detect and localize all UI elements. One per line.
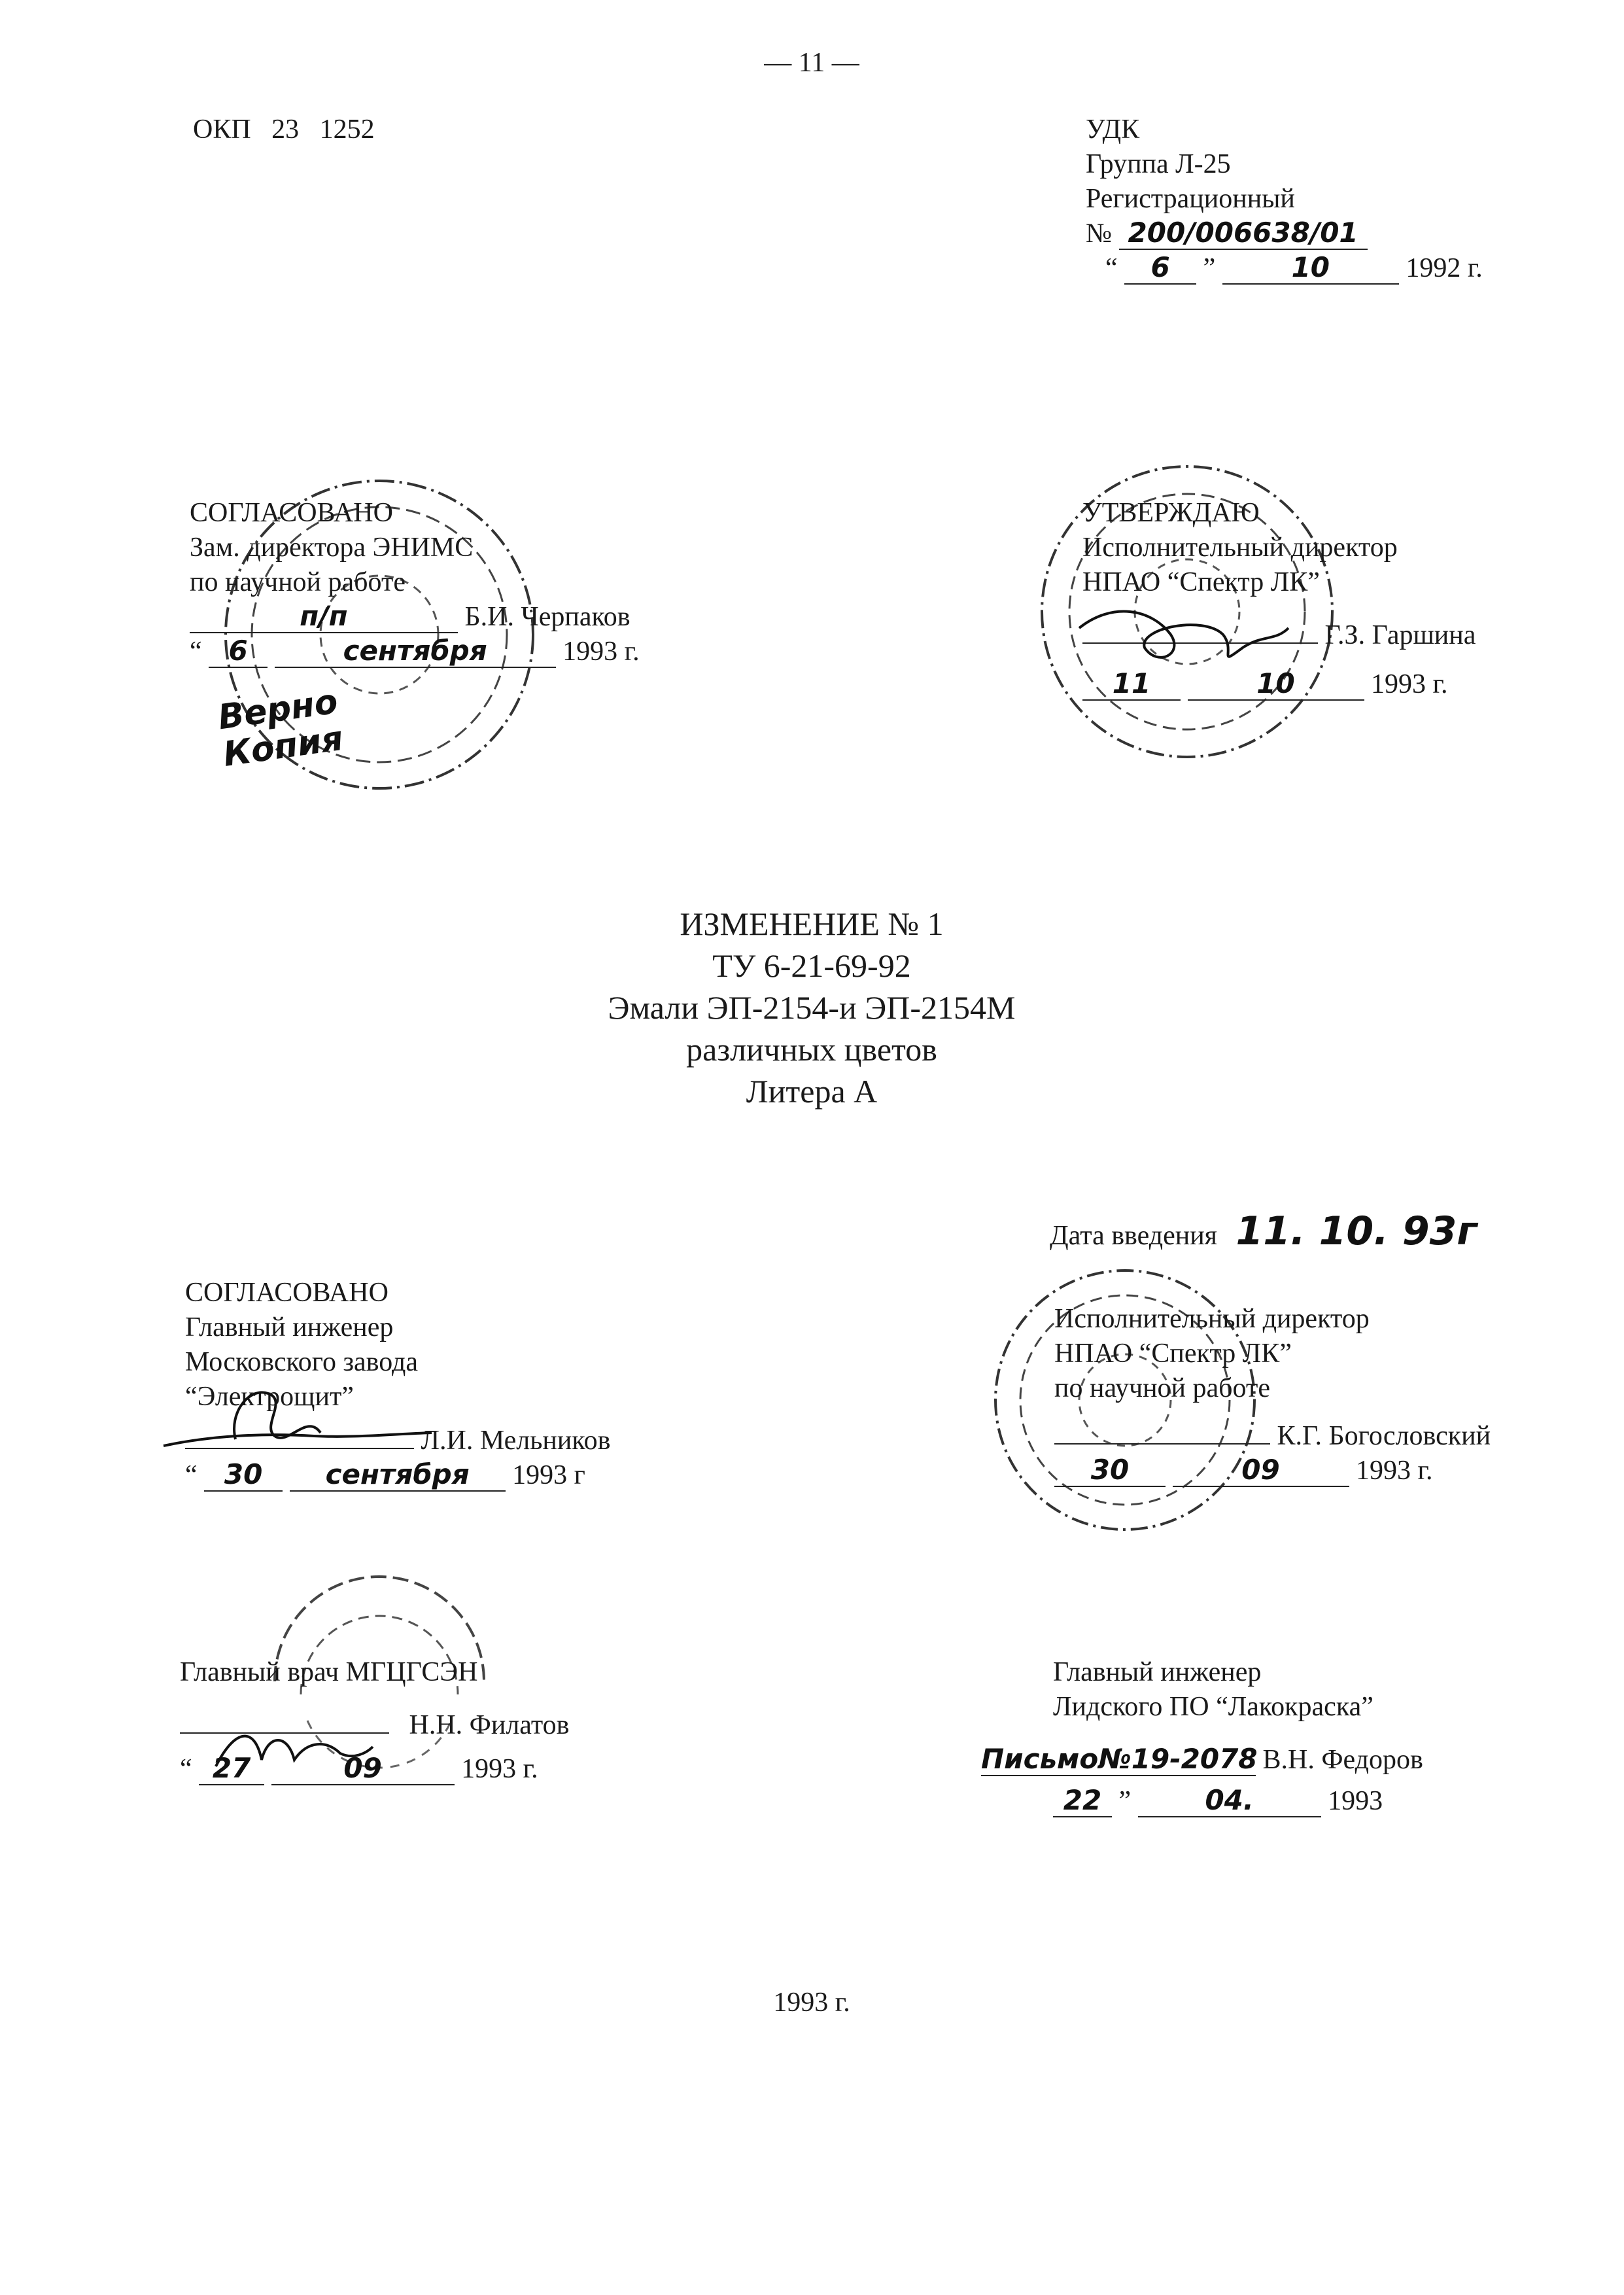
approval-role: Московского завода [185, 1346, 419, 1377]
date-month-line [1188, 669, 1364, 701]
footer-year-text: 1993 г. [773, 1988, 850, 2018]
registration-block [1086, 113, 1483, 286]
date-month: 09 [343, 1751, 382, 1784]
approval-date-row [190, 635, 640, 669]
date-month: сентября [343, 634, 487, 667]
registration-date-close-quote: ” [1203, 253, 1216, 283]
approval-role: Главный врач МГЦГСЭН [180, 1657, 478, 1687]
date-day-line [209, 636, 268, 668]
approval-heading: УТВЕРЖДАЮ [1082, 498, 1260, 528]
okp-code [193, 113, 375, 147]
registration-year: 1992 г. [1406, 253, 1483, 283]
effective-date-label: Дата введения [1050, 1221, 1217, 1251]
signature-line [1082, 642, 1318, 644]
date-month: 10 [1256, 667, 1295, 699]
approval-block-electroshchit [185, 1276, 610, 1492]
copy-note-text: Верно Копия [215, 682, 346, 775]
date-month-line [271, 1753, 455, 1785]
date-day: 27 [212, 1751, 251, 1784]
date-month-line [1138, 1785, 1321, 1817]
date-day-line [204, 1460, 283, 1492]
date-day-line [199, 1753, 264, 1785]
date-open-quote: “ [180, 1753, 192, 1784]
title-line: Эмали ЭП-2154-и ЭП-2154М [608, 989, 1016, 1026]
date-day: 30 [224, 1458, 263, 1490]
approval-block-chief-doctor [180, 1655, 569, 1787]
approval-block-science-director [1054, 1302, 1491, 1488]
approval-heading: СОГЛАСОВАНО [185, 1278, 389, 1308]
page-number-text: — 11 — [764, 48, 859, 78]
title-line: ИЗМЕНЕНИЕ № 1 [680, 905, 944, 942]
signature-line [981, 1744, 1256, 1776]
signature-mark: п/п [300, 599, 348, 632]
group-label: Группа Л-25 [1086, 149, 1231, 179]
signature-mark: Письмо№19-2078 [981, 1742, 1258, 1775]
date-open-quote: “ [190, 636, 202, 667]
registration-number-prefix: № [1086, 218, 1113, 249]
approval-role: Исполнительный директор [1054, 1304, 1370, 1334]
approval-date-row [185, 1458, 610, 1493]
approval-role: НПАО “Спектр ЛК” [1082, 567, 1320, 597]
registration-day-line [1124, 253, 1196, 285]
date-month: 04. [1205, 1783, 1254, 1816]
copy-note [216, 676, 394, 774]
approval-signature-row [190, 600, 640, 635]
date-year: 1993 г [512, 1460, 585, 1490]
date-month-line [290, 1460, 506, 1492]
registration-date-open-quote: “ [1105, 253, 1118, 283]
registration-day: 6 [1150, 251, 1170, 283]
udk-label: УДК [1086, 114, 1140, 145]
approval-signature-row [981, 1743, 1423, 1778]
date-year: 1993 г. [1356, 1455, 1433, 1486]
effective-date-value: 11. 10. 93г [1235, 1208, 1477, 1254]
approval-block-enims [190, 496, 640, 669]
signature-line [180, 1732, 389, 1734]
date-day-line [1054, 1455, 1166, 1487]
signatory-name: Л.И. Мельников [421, 1425, 611, 1456]
approval-role: Исполнительный директор [1082, 532, 1398, 563]
approval-role: по научной работе [1054, 1373, 1270, 1403]
date-year: 1993 г. [1371, 669, 1448, 699]
signatory-name: К.Г. Богословский [1277, 1420, 1491, 1451]
approval-signature-row [1082, 618, 1476, 653]
approval-role: по научной работе [190, 567, 406, 597]
signatory-name: Г.З. Гаршина [1324, 620, 1476, 650]
date-day: 30 [1090, 1453, 1130, 1486]
effective-date [1050, 1207, 1477, 1257]
registration-number-value: 200/006638/01 [1128, 216, 1358, 249]
date-year: 1993 г. [461, 1753, 538, 1784]
date-month-line [275, 636, 556, 668]
approval-date-row [1053, 1784, 1423, 1819]
approval-role: Главный инженер [185, 1312, 394, 1342]
date-day: 22 [1063, 1783, 1102, 1816]
page-number [746, 46, 877, 80]
date-close-quote: ” [1118, 1785, 1132, 1816]
signatory-name: Н.Н. Филатов [409, 1709, 570, 1740]
date-month: сентября [325, 1458, 470, 1490]
approval-role: НПАО “Спектр ЛК” [1054, 1338, 1292, 1369]
approval-date-row [180, 1752, 569, 1787]
approval-signature-row [185, 1424, 610, 1458]
date-day: 6 [228, 634, 248, 667]
approval-block-director [1082, 496, 1476, 702]
approval-role: Главный инженер [1053, 1657, 1262, 1687]
approval-role: Зам. директора ЭНИМС [190, 532, 474, 563]
signature-line [185, 1448, 414, 1449]
date-day-line [1053, 1785, 1112, 1817]
signature-line [1054, 1443, 1270, 1445]
footer-year [681, 1986, 942, 2020]
date-open-quote: “ [185, 1460, 198, 1490]
date-day: 11 [1112, 667, 1151, 699]
approval-role: “Электрощит” [185, 1381, 354, 1412]
registration-month-line [1222, 253, 1399, 285]
registration-date-row [1105, 251, 1483, 286]
title-line: различных цветов [686, 1031, 937, 1068]
okp-code-text: ОКП 23 1252 [193, 114, 375, 145]
approval-signature-row [1054, 1419, 1491, 1454]
registration-number-row [1086, 217, 1483, 251]
approval-role: Лидского ПО “Лакокраска” [1053, 1691, 1373, 1722]
registration-label: Регистрационный [1086, 183, 1295, 214]
date-month-line [1173, 1455, 1349, 1487]
approval-heading: СОГЛАСОВАНО [190, 498, 393, 528]
approval-signature-row [180, 1708, 569, 1743]
approval-block-lida [981, 1655, 1423, 1819]
approval-date-row [1082, 667, 1476, 702]
date-year: 1993 г. [562, 636, 640, 667]
signatory-name: Б.И. Черпаков [464, 601, 631, 632]
document-title [485, 903, 1139, 1112]
title-line: ТУ 6-21-69-92 [712, 947, 911, 984]
registration-month: 10 [1291, 251, 1330, 283]
date-month: 09 [1241, 1453, 1280, 1486]
date-day-line [1082, 669, 1181, 701]
signature-line [190, 601, 458, 633]
title-line: Литера А [746, 1073, 878, 1110]
registration-number-line [1119, 218, 1368, 250]
date-year: 1993 [1328, 1785, 1383, 1816]
approval-date-row [1054, 1454, 1491, 1488]
signatory-name: В.Н. Федоров [1262, 1744, 1423, 1775]
